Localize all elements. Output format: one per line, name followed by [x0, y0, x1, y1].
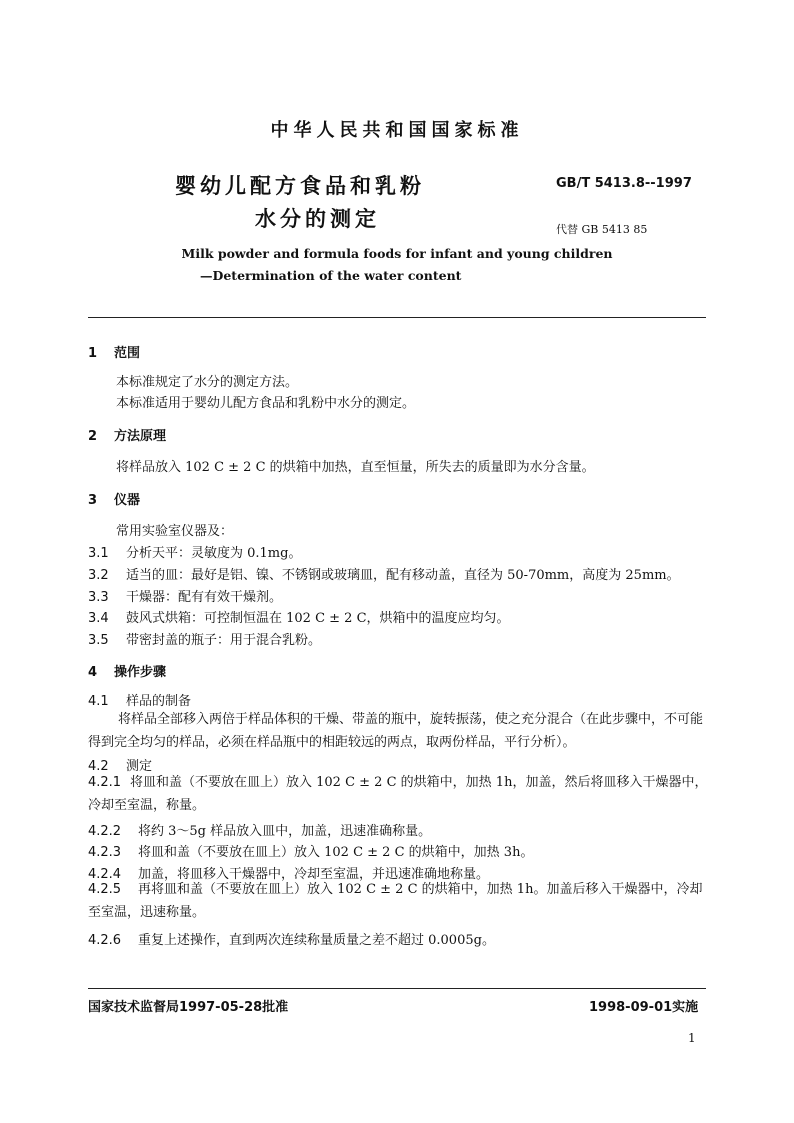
section-title: 方法原理: [114, 429, 167, 444]
clause-text: 适当的皿：最好是铝、镍、不锈钢或玻璃皿，配有移动盖，直径为 50-70mm，高度为 25mm。: [126, 568, 680, 583]
section-2-heading: [88, 425, 166, 444]
clause-number: 3.1: [88, 546, 109, 561]
chinese-title-line1: 婴幼儿配方食品和乳粉: [175, 174, 425, 198]
clause-number: 4.2.4: [88, 867, 122, 882]
clause-number: 4.2.6: [88, 933, 122, 948]
clause-text: 带密封盖的瓶子：用于混合乳粉。: [126, 633, 322, 648]
clause-4-2-6: [88, 929, 495, 948]
clause-number: 4.2.1: [88, 775, 122, 790]
section-2-paragraph: 将样品放入 102 C ± 2 C 的烘箱中加热，直至恒量，所失去的质量即为水分含量。: [116, 460, 595, 475]
clause-3-1: [88, 542, 301, 561]
clause-number: 4.2: [88, 759, 109, 774]
section-number: 4: [88, 665, 98, 680]
replaces-standard: 代替 GB 5413 85: [556, 223, 648, 236]
clause-text: 干燥器：配有有效干燥剂。: [126, 590, 283, 605]
section-1-heading: [88, 342, 140, 361]
section-title: 操作步骤: [114, 665, 167, 680]
clause-title: 测定: [126, 759, 153, 774]
national-standard-heading: 中华人民共和国国家标准: [270, 120, 524, 141]
clause-3-5: [88, 629, 321, 648]
clause-title: 样品的制备: [126, 694, 192, 709]
clause-3-3: [88, 586, 282, 605]
section-number: 3: [88, 493, 98, 508]
chinese-title-line2: 水分的测定: [255, 207, 380, 231]
footer-divider: [88, 988, 706, 989]
clause-text: 加盖，将皿移入干燥器中，冷却至室温，并迅速准确地称量。: [138, 867, 490, 882]
section-number: 2: [88, 429, 98, 444]
clause-number: 3.3: [88, 590, 109, 605]
clause-3-2: [88, 564, 680, 583]
clause-text: 鼓风式烘箱：可控制恒温在 102 C ± 2 C，烘箱中的温度应均匀。: [126, 611, 510, 626]
clause-text: 将皿和盖（不要放在皿上）放入 102 C ± 2 C 的烘箱中，加热 1h，加盖，然后将皿移入干燥器中，冷却至室温，称量。: [88, 775, 708, 813]
clause-3-4: [88, 607, 510, 626]
implementation-date: 1998-09-01实施: [589, 1000, 699, 1015]
section-number: 1: [88, 346, 98, 361]
clause-number: 3.4: [88, 611, 109, 626]
clause-4-2-1: [88, 771, 708, 817]
standard-number: GB/T 5413.8--1997: [556, 176, 692, 191]
section-4-heading: [88, 661, 166, 680]
approval-date: 国家技术监督局1997-05-28批准: [88, 1000, 289, 1015]
page-number: 1: [688, 1031, 696, 1045]
english-title-line2: —Determination of the water content: [200, 268, 462, 283]
clause-number: 3.2: [88, 568, 109, 583]
clause-text: 将约 3～5g 样品放入皿中，加盖，迅速准确称量。: [138, 824, 432, 839]
clause-4-2-3: [88, 841, 533, 860]
section-1-paragraph: 本标准规定了水分的测定方法。: [116, 375, 299, 390]
clause-number: 3.5: [88, 633, 109, 648]
section-3-intro: 常用实验室仪器及：: [116, 524, 234, 539]
section-title: 仪器: [114, 493, 141, 508]
clause-4-2-2: [88, 820, 431, 839]
clause-text: 分析天平：灵敏度为 0.1mg。: [126, 546, 302, 561]
clause-text: 将皿和盖（不要放在皿上）放入 102 C ± 2 C 的烘箱中，加热 3h。: [138, 845, 534, 860]
section-3-heading: [88, 489, 140, 508]
clause-4-2-5: [88, 878, 708, 924]
header-divider: [88, 317, 706, 318]
english-title-line1: Milk powder and formula foods for infant and young children: [181, 246, 613, 261]
clause-number: 4.2.2: [88, 824, 122, 839]
clause-4-1-text: 将样品全部移入两倍于样品体积的干燥、带盖的瓶中，旋转振荡，使之充分混合（在此步骤中，不可能得到完全均匀的样品，必须在样品瓶中的相距较远的两点，取两份样品，平行分析）。: [88, 712, 704, 750]
clause-number: 4.1: [88, 694, 109, 709]
clause-text: 再将皿和盖（不要放在皿上）放入 102 C ± 2 C 的烘箱中，加热 1h。加盖后移入干燥器中，冷却至室温，迅速称量。: [88, 882, 703, 920]
section-title: 范围: [114, 346, 141, 361]
clause-text: 重复上述操作，直到两次连续称量质量之差不超过 0.0005g。: [138, 933, 495, 948]
section-1-paragraph: 本标准适用于婴幼儿配方食品和乳粉中水分的测定。: [116, 396, 416, 411]
clause-number: 4.2.3: [88, 845, 122, 860]
clause-number: 4.2.5: [88, 882, 122, 897]
clause-4-1-heading: [88, 690, 191, 709]
